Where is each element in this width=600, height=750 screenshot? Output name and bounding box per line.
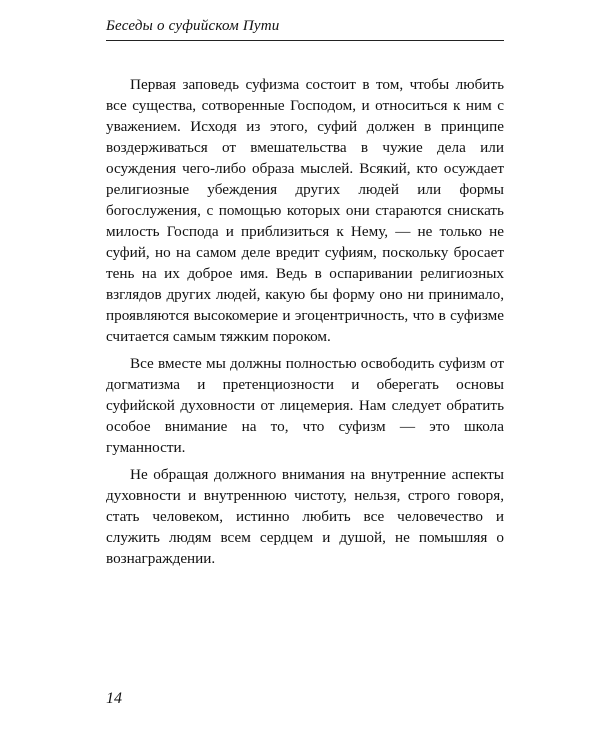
header-rule [106, 40, 504, 41]
running-head: Беседы о суфийском Пути [106, 18, 280, 34]
page-number: 14 [106, 690, 122, 707]
body-text [106, 74, 504, 575]
paragraph-1: Первая заповедь суфизма состоит в том, чтобы любить все существа, сотворенные Господом, и относиться к ним с уважением. Исходя из этого, суфий должен в принципе воздерживаться от вмешательства в чужие дела или осуждения чего-либо образа мыслей. Всякий, кто осуждает религиозные убеждения других людей или формы богослужения, с помощью которых они стараются снискать милость Господа и приблизиться к Нему, — не только не суфий, но на самом деле вредит суфиям, поскольку бросает тень на их доброе имя. Ведь в оспаривании религиозных взглядов других людей, какую бы форму оно ни принимало, проявляются высокомерие и эгоцентричность, что в суфизме считается самым тяжким пороком. [106, 76, 504, 345]
paragraph-2: Все вместе мы должны полностью освободить суфизм от догматизма и претенциозности и оберегать основы суфийской духовности от лицемерия. Нам следует обратить особое внимание на то, что суфизм — это школа гуманности. [106, 355, 504, 456]
paragraph-3: Не обращая должного внимания на внутренние аспекты духовности и внутреннюю чистоту, нельзя, строго говоря, стать человеком, истинно любить все человечество и служить людям всем сердцем и душой, не помышляя о вознаграждении. [106, 466, 504, 567]
